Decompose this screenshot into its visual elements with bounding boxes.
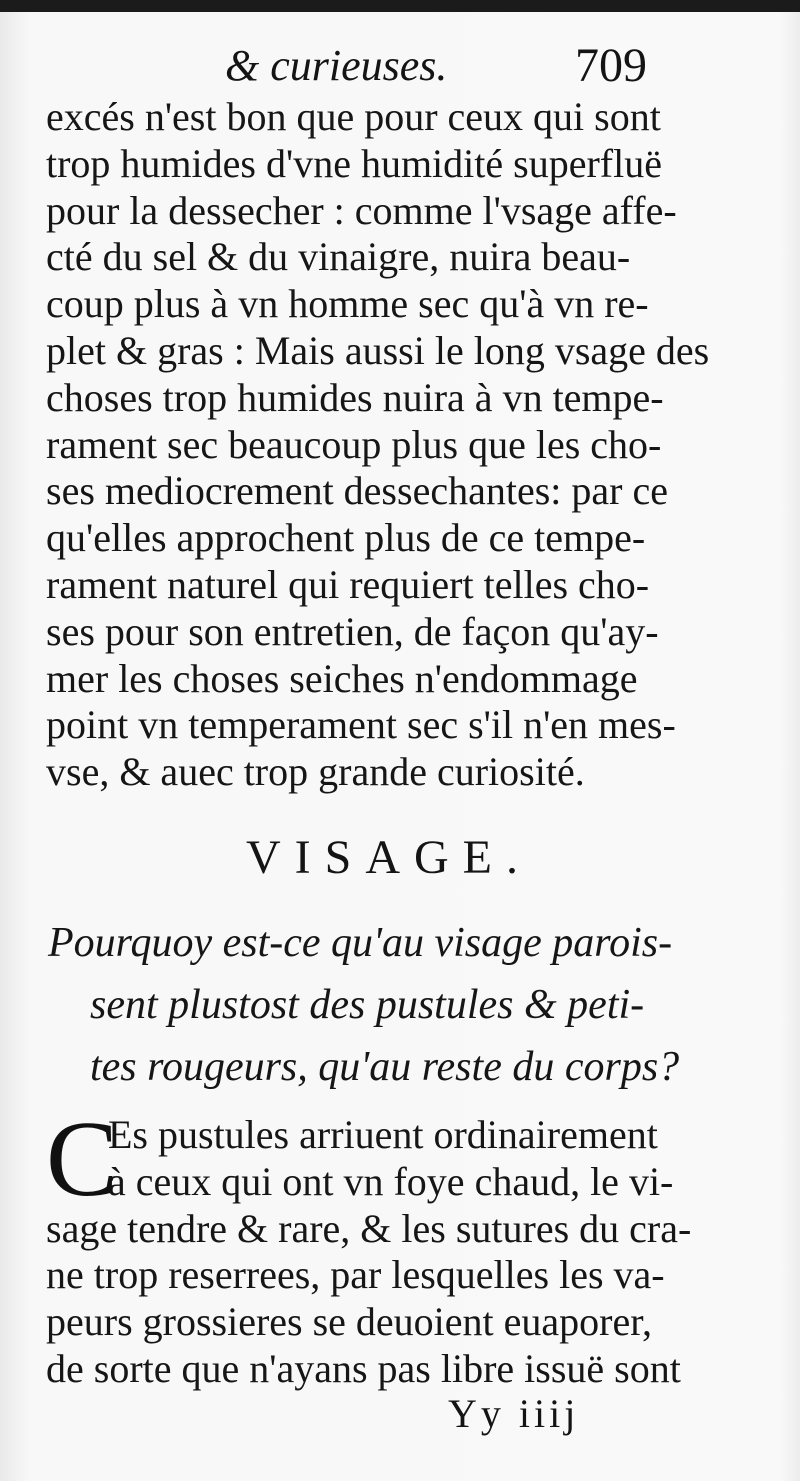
- text-line: sage tendre & rare, & les sutures du cra-: [46, 1205, 692, 1251]
- text-line: coup plus à vn homme sec qu'à vn re-: [46, 281, 649, 327]
- text-line: cté du sel & du vinaigre, nuira beau-: [46, 234, 631, 280]
- text-line: choses trop humides nuira à vn tempe-: [46, 374, 664, 420]
- body-paragraph: [46, 94, 710, 796]
- text-line: excés n'est bon que pour ceux qui sont: [46, 94, 661, 139]
- page-number: 709: [575, 39, 647, 92]
- section-heading: VISAGE.: [246, 831, 532, 884]
- text-line: plet & gras : Mais aussi le long vsage des: [46, 327, 710, 373]
- question-line: tes rougeurs, qu'au reste du corps?: [90, 1044, 680, 1090]
- text-line: rament sec beaucoup plus que les cho-: [46, 421, 662, 467]
- text-line: qu'elles approchent plus de ce tempe-: [46, 515, 646, 561]
- scan-top-edge: [0, 0, 800, 12]
- text-line: à ceux qui ont vn foye chaud, le vi-: [108, 1158, 674, 1204]
- answer-paragraph: [46, 1100, 692, 1393]
- running-head: & curieuses.: [225, 41, 448, 90]
- signature-mark: Yy iiij: [448, 1391, 580, 1436]
- text-line: pour la dessecher : comme l'vsage affe-: [46, 187, 677, 233]
- question-heading: [48, 912, 698, 1098]
- question-line: sent plustost des pustules & peti-: [90, 982, 645, 1028]
- text-line: ses mediocrement dessechantes: par ce: [46, 468, 668, 514]
- text-line: ne trop reserrees, par lesquelles les va-: [46, 1252, 665, 1298]
- text-line: vse, & auec trop grande curiosité.: [46, 749, 585, 795]
- text-line: peurs grossieres se deuoient euaporer,: [46, 1299, 652, 1345]
- text-line: Es pustules arriuent ordinairement: [108, 1112, 658, 1157]
- text-line: de sorte que n'ayans pas libre issuë sont: [46, 1345, 681, 1391]
- text-line: ses pour son entretien, de façon qu'ay-: [46, 608, 659, 654]
- text-line: rament naturel qui requiert telles cho-: [46, 561, 650, 607]
- question-line: Pourquoy est-ce qu'au visage parois-: [48, 920, 673, 966]
- text-line: point vn temperament sec s'il n'en mes-: [46, 702, 676, 748]
- text-line: trop humides d'vne humidité superfluë: [46, 140, 662, 186]
- text-line: mer les choses seiches n'endommage: [46, 655, 638, 701]
- drop-capital: C: [46, 1100, 119, 1219]
- book-page: [0, 12, 800, 1481]
